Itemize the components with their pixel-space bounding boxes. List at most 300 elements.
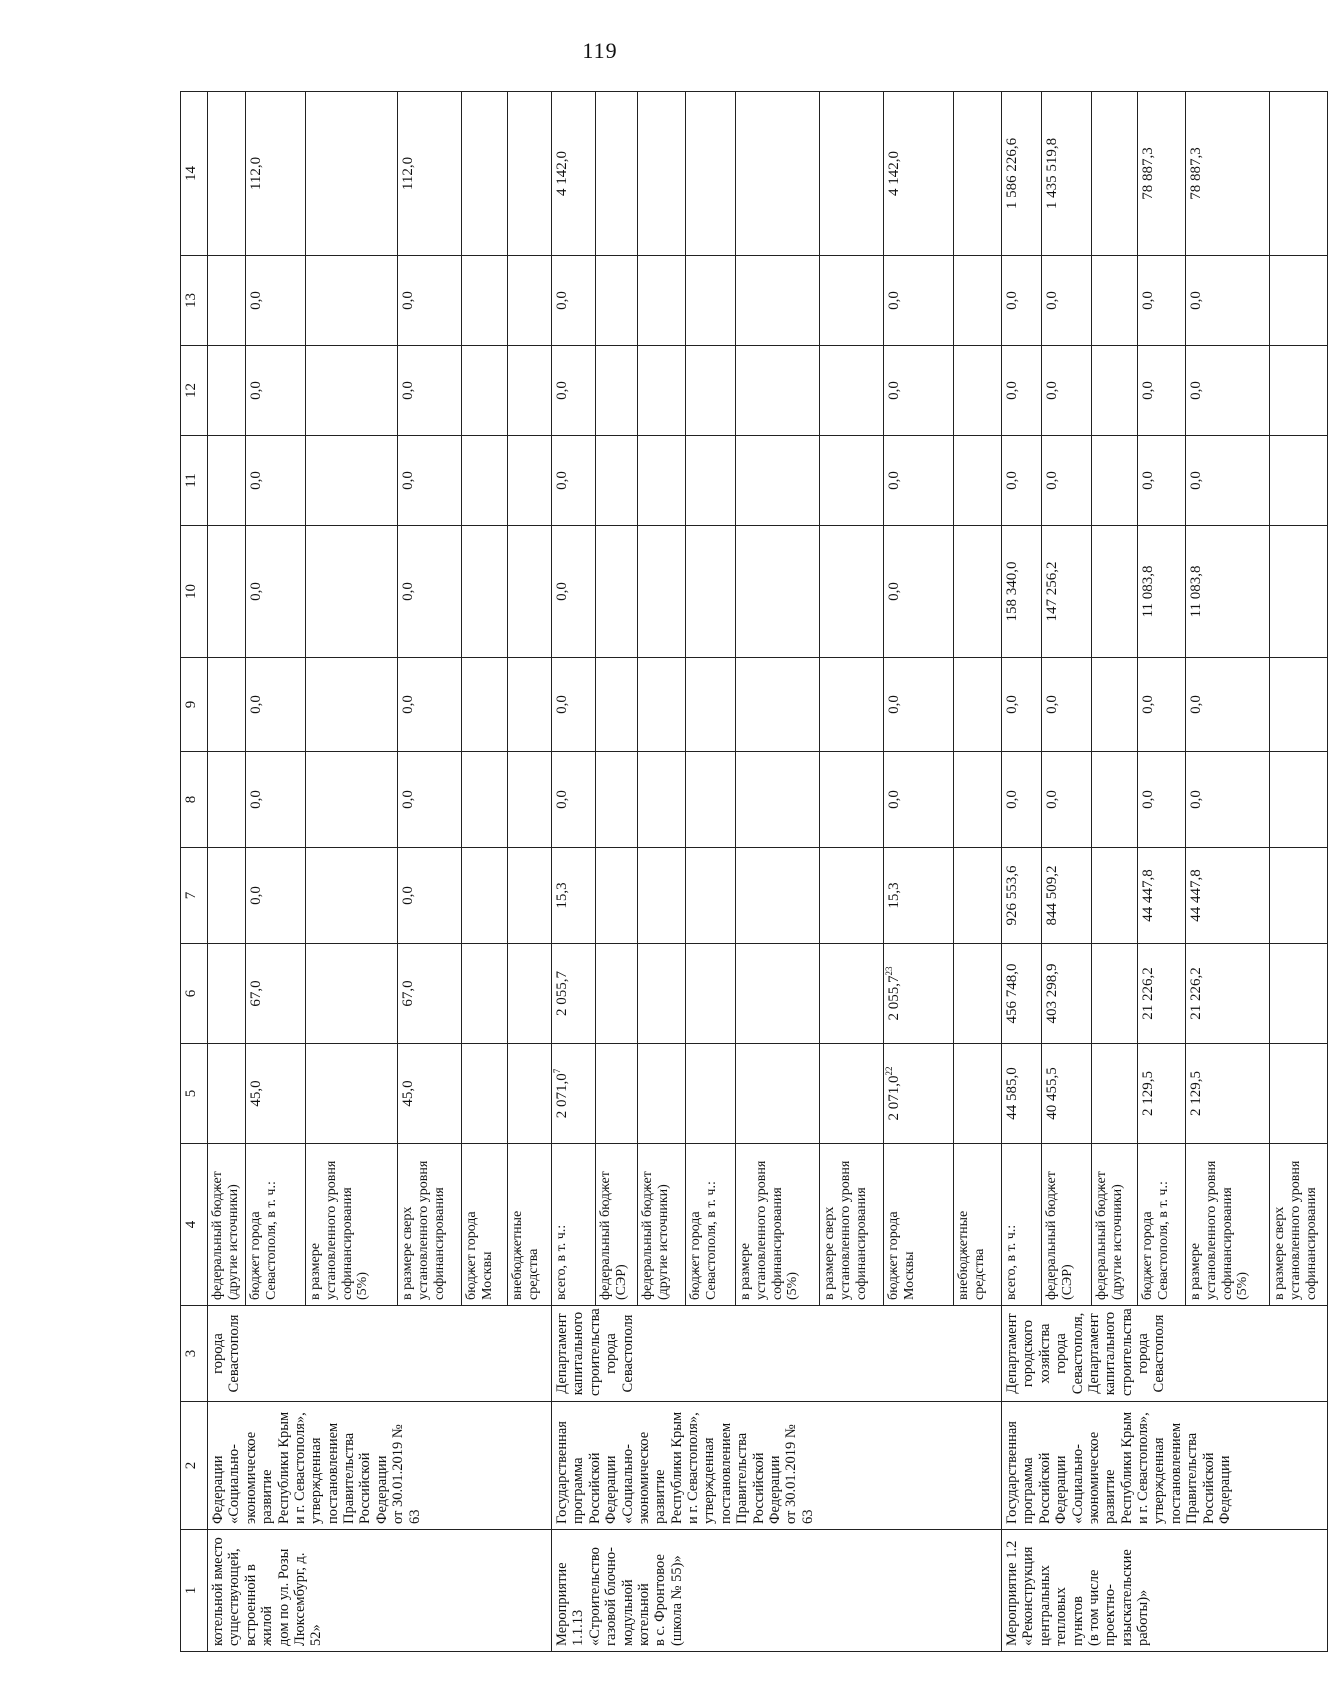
value-cell-col-9 [306,658,398,752]
value: 44 447,8 [1140,869,1156,922]
value-cell-col-12 [208,346,246,436]
value-cell-col-5 [1186,1044,1270,1144]
value-cell-col-8 [462,752,508,848]
value: 2 055,7 [554,971,570,1016]
value-cell-col-12 [820,346,884,436]
value-cell-col-5 [552,1044,596,1144]
value-cell-col-11 [596,436,638,526]
value-cell-col-10 [954,526,1002,658]
value-cell-col-10 [1002,526,1042,658]
measure-name-cell [208,1530,552,1652]
value-cell-col-8 [820,752,884,848]
value-cell-col-7 [552,848,596,944]
value-cell-col-13 [398,256,462,346]
funding-source-cell [398,1144,462,1306]
table-row [208,92,246,1652]
page-number: 119 [582,38,618,63]
value: 0,0 [248,291,264,310]
funding-source-cell [1186,1144,1270,1306]
value-cell-col-12 [462,346,508,436]
value-cell-col-7 [462,848,508,944]
value-cell-col-11 [686,436,736,526]
value: 0,0 [400,695,416,714]
value-cell-col-14 [954,92,1002,256]
value-cell-col-8 [208,752,246,848]
funding-source: всего, в т. ч.: [1004,1224,1019,1300]
value-cell-col-7 [398,848,462,944]
value-cell-col-9 [398,658,462,752]
value-cell-col-8 [1138,752,1186,848]
value-cell-col-10 [596,526,638,658]
column-header-4: 4 [181,1144,208,1306]
funding-source-cell [954,1144,1002,1306]
funding-source-cell [1138,1144,1186,1306]
value: 2 129,5 [1140,1071,1156,1116]
value-cell-col-14 [638,92,686,256]
value: 11 083,8 [1140,565,1156,618]
value-cell-col-7 [954,848,1002,944]
column-header-9: 9 [181,658,208,752]
value-cell-col-12 [1092,346,1138,436]
value-cell-col-10 [1186,526,1270,658]
value-cell-col-14 [208,92,246,256]
value: 2 071,0 [886,1075,902,1121]
value: 0,0 [1004,695,1020,714]
value-cell-col-13 [596,256,638,346]
column-header-5: 5 [181,1044,208,1144]
funding-source: в размере сверх установленного уровня софинансирования [1272,1160,1319,1300]
value: 0,0 [1004,790,1020,809]
value-cell-col-8 [638,752,686,848]
value: 0,0 [400,582,416,601]
value: 2 129,5 [1188,1071,1204,1116]
value-cell-col-13 [306,256,398,346]
program-cell [552,1402,1002,1530]
footnote-mark: 22 [884,1066,894,1076]
funding-source-cell [508,1144,552,1306]
value-cell-col-7 [1002,848,1042,944]
value-cell-col-7 [508,848,552,944]
value-cell-col-6 [596,944,638,1044]
value-cell-col-10 [208,526,246,658]
value-cell-col-14 [398,92,462,256]
column-header-3: 3 [181,1306,208,1402]
value-cell-col-13 [1042,256,1092,346]
value-cell-col-7 [686,848,736,944]
value-cell-col-9 [736,658,820,752]
value-cell-col-12 [638,346,686,436]
funding-source-cell [208,1144,246,1306]
value: 1 435 519,8 [1044,137,1060,210]
value-cell-col-12 [736,346,820,436]
value: 147 256,2 [1044,561,1060,622]
value: 0,0 [554,790,570,809]
value: 0,0 [1140,471,1156,490]
funding-source: бюджет города Москвы [886,1211,917,1300]
value: 0,0 [886,381,902,400]
column-header-2: 2 [181,1402,208,1530]
value-cell-col-9 [1138,658,1186,752]
value-cell-col-12 [1138,346,1186,436]
value-cell-col-7 [1186,848,1270,944]
value-cell-col-10 [552,526,596,658]
column-header-10: 10 [181,526,208,658]
value-cell-col-12 [1042,346,1092,436]
value: 0,0 [400,886,416,905]
value-cell-col-7 [1138,848,1186,944]
value-cell-col-13 [954,256,1002,346]
funding-source-cell [736,1144,820,1306]
value-cell-col-6 [736,944,820,1044]
value-cell-col-12 [884,346,954,436]
value: 0,0 [886,291,902,310]
value: 44 585,0 [1004,1067,1020,1120]
value: 0,0 [400,790,416,809]
column-header-1: 1 [181,1530,208,1652]
value-cell-col-10 [1092,526,1138,658]
program-name: Государственная программа Российской Федерации «Социально- экономическое развитие Республики Крым и г. Севастополя», утвержденная постановлением Правительства Российской Федерации от 30.01.2019 № 63 [554,1411,816,1524]
budget-table [180,91,1328,1652]
funding-source-cell [1042,1144,1092,1306]
value: 0,0 [886,471,902,490]
value-cell-col-6 [1042,944,1092,1044]
value-cell-col-8 [736,752,820,848]
value: 0,0 [1044,695,1060,714]
value-cell-col-10 [736,526,820,658]
value-cell-col-14 [1042,92,1092,256]
value: 11 083,8 [1188,565,1204,618]
value-cell-col-12 [1270,346,1328,436]
value-cell-col-11 [462,436,508,526]
value-cell-col-5 [638,1044,686,1144]
value: 4 142,0 [886,151,902,196]
value-cell-col-5 [246,1044,306,1144]
value-cell-col-14 [884,92,954,256]
executor-name: Департамент городского хозяйства города Севастополя, Департамент капитального строительства города Севастополя [1004,1308,1168,1396]
value: 926 553,6 [1004,865,1020,926]
value-cell-col-6 [884,944,954,1044]
value: 0,0 [248,471,264,490]
value-cell-col-8 [686,752,736,848]
value: 0,0 [1140,790,1156,809]
value-cell-col-11 [1270,436,1328,526]
value: 40 455,5 [1044,1067,1060,1120]
value-cell-col-10 [398,526,462,658]
value: 0,0 [1188,471,1204,490]
value-cell-col-11 [820,436,884,526]
value: 0,0 [248,582,264,601]
value-cell-col-11 [1186,436,1270,526]
value-cell-col-13 [208,256,246,346]
value-cell-col-10 [1270,526,1328,658]
value: 45,0 [400,1080,416,1107]
value: 15,3 [886,882,902,909]
value-cell-col-7 [638,848,686,944]
value-cell-col-5 [462,1044,508,1144]
value: 0,0 [400,471,416,490]
funding-source-cell [1002,1144,1042,1306]
value: 0,0 [248,695,264,714]
value-cell-col-13 [246,256,306,346]
value-cell-col-6 [1270,944,1328,1044]
value-cell-col-12 [686,346,736,436]
value-cell-col-5 [1138,1044,1186,1144]
value: 0,0 [400,381,416,400]
value-cell-col-5 [1042,1044,1092,1144]
value-cell-col-13 [638,256,686,346]
value: 0,0 [1044,790,1060,809]
value-cell-col-9 [686,658,736,752]
funding-source-cell [1270,1144,1328,1306]
table-row [1002,92,1042,1652]
value: 4 142,0 [554,151,570,196]
value-cell-col-11 [508,436,552,526]
value-cell-col-14 [1138,92,1186,256]
value: 21 226,2 [1140,967,1156,1020]
value-cell-col-13 [1138,256,1186,346]
funding-source: в размере сверх установленного уровня софинансирования [822,1160,869,1300]
funding-source-cell [306,1144,398,1306]
funding-source: федеральный бюджет (другие источники) [640,1171,671,1300]
value: 0,0 [1188,381,1204,400]
value-cell-col-14 [462,92,508,256]
value-cell-col-5 [820,1044,884,1144]
value: 44 447,8 [1188,869,1204,922]
value-cell-col-6 [820,944,884,1044]
value-cell-col-5 [736,1044,820,1144]
value: 21 226,2 [1188,967,1204,1020]
measure-name-cell [1002,1530,1328,1652]
footnote-mark: 7 [552,1068,562,1074]
value: 112,0 [248,156,264,191]
value-cell-col-7 [1042,848,1092,944]
value-cell-col-12 [552,346,596,436]
value-cell-col-8 [1092,752,1138,848]
value-cell-col-14 [820,92,884,256]
value-cell-col-12 [1186,346,1270,436]
value-cell-col-12 [306,346,398,436]
value-cell-col-9 [1002,658,1042,752]
value-cell-col-11 [306,436,398,526]
value-cell-col-5 [208,1044,246,1144]
value-cell-col-13 [462,256,508,346]
value-cell-col-7 [1270,848,1328,944]
funding-source: бюджет города Севастополя, в т. ч.: [688,1181,719,1300]
value-cell-col-9 [638,658,686,752]
funding-source: внебюджетные средства [510,1210,541,1300]
value-cell-col-8 [1186,752,1270,848]
value: 2 071,0 [554,1073,570,1119]
value-cell-col-14 [1002,92,1042,256]
value-cell-col-7 [596,848,638,944]
value-cell-col-11 [1042,436,1092,526]
value-cell-col-5 [1092,1044,1138,1144]
funding-source: всего, в т. ч.: [554,1224,569,1300]
funding-source-cell [820,1144,884,1306]
value-cell-col-14 [1092,92,1138,256]
funding-source-cell [596,1144,638,1306]
value-cell-col-13 [686,256,736,346]
value-cell-col-14 [1186,92,1270,256]
funding-source: в размере установленного уровня софинансирования (5%) [308,1160,371,1300]
program-name: Государственная программа Российской Федерации «Социально- экономическое развитие Республики Крым и г. Севастополя», утвержденная постановлением Правительства Российской Федерации [1004,1411,1233,1524]
value-cell-col-8 [1270,752,1328,848]
value-cell-col-10 [246,526,306,658]
funding-source: в размере установленного уровня софинансирования (5%) [1188,1160,1251,1300]
value-cell-col-6 [954,944,1002,1044]
column-header-12: 12 [181,346,208,436]
value-cell-col-5 [398,1044,462,1144]
funding-source: внебюджетные средства [956,1210,987,1300]
value-cell-col-6 [508,944,552,1044]
funding-source: федеральный бюджет (другие источники) [1094,1171,1125,1300]
value-cell-col-5 [1270,1044,1328,1144]
program-cell [1002,1402,1328,1530]
value-cell-col-6 [306,944,398,1044]
value-cell-col-6 [1002,944,1042,1044]
value: 0,0 [554,471,570,490]
value-cell-col-11 [1138,436,1186,526]
value-cell-col-13 [508,256,552,346]
value-cell-col-7 [884,848,954,944]
value-cell-col-8 [1042,752,1092,848]
funding-source-cell [884,1144,954,1306]
value-cell-col-9 [884,658,954,752]
funding-source-cell [1092,1144,1138,1306]
value-cell-col-11 [638,436,686,526]
value: 67,0 [248,980,264,1007]
value-cell-col-12 [246,346,306,436]
value-cell-col-11 [884,436,954,526]
value-cell-col-8 [398,752,462,848]
value-cell-col-9 [462,658,508,752]
value-cell-col-13 [1186,256,1270,346]
value-cell-col-13 [884,256,954,346]
value-cell-col-12 [954,346,1002,436]
measure-name: котельной вместо существующей, встроенной в жилой дом по ул. Розы Люксембург, д. 52» [210,1537,325,1646]
value-cell-col-10 [306,526,398,658]
value: 0,0 [1188,790,1204,809]
value: 0,0 [1188,291,1204,310]
funding-source: федеральный бюджет (СЭР) [1044,1171,1075,1300]
value-cell-col-5 [954,1044,1002,1144]
value-cell-col-12 [596,346,638,436]
value-cell-col-5 [508,1044,552,1144]
value-cell-col-14 [596,92,638,256]
value: 0,0 [248,790,264,809]
funding-source-cell [552,1144,596,1306]
program-cell [208,1402,552,1530]
value-cell-col-8 [246,752,306,848]
value-cell-col-13 [736,256,820,346]
value: 0,0 [554,381,570,400]
value-cell-col-8 [306,752,398,848]
value: 403 298,9 [1044,963,1060,1024]
value-cell-col-6 [1092,944,1138,1044]
funding-source: федеральный бюджет (СЭР) [598,1171,629,1300]
value: 1 586 226,6 [1004,137,1020,210]
funding-source: бюджет города Москвы [464,1211,495,1300]
value-cell-col-9 [1270,658,1328,752]
table-row [552,92,596,1652]
column-header-11: 11 [181,436,208,526]
value-cell-col-7 [820,848,884,944]
value: 0,0 [1044,471,1060,490]
value-cell-col-14 [306,92,398,256]
value-cell-col-6 [686,944,736,1044]
value: 0,0 [1140,381,1156,400]
value: 0,0 [1004,291,1020,310]
value-cell-col-8 [552,752,596,848]
value: 0,0 [1004,381,1020,400]
value-cell-col-14 [736,92,820,256]
funding-source: в размере установленного уровня софинансирования (5%) [738,1160,801,1300]
value-cell-col-8 [508,752,552,848]
value-cell-col-9 [596,658,638,752]
value-cell-col-7 [246,848,306,944]
value-cell-col-8 [884,752,954,848]
value-cell-col-8 [596,752,638,848]
value: 0,0 [1188,695,1204,714]
value-cell-col-14 [552,92,596,256]
value-cell-col-8 [1002,752,1042,848]
program-name: Федерации «Социально- экономическое развитие Республики Крым и г. Севастополя», утвержденная постановлением Правительства Российской Федерации от 30.01.2019 № 63 [210,1411,423,1524]
value: 0,0 [1004,471,1020,490]
value-cell-col-7 [1092,848,1138,944]
value-cell-col-5 [596,1044,638,1144]
value-cell-col-9 [246,658,306,752]
column-header-14: 14 [181,92,208,256]
value-cell-col-14 [246,92,306,256]
value: 0,0 [248,381,264,400]
value: 0,0 [1044,291,1060,310]
funding-source-cell [638,1144,686,1306]
value-cell-col-9 [1186,658,1270,752]
value-cell-col-13 [820,256,884,346]
value-cell-col-9 [508,658,552,752]
executor-cell [1002,1306,1328,1402]
value-cell-col-5 [884,1044,954,1144]
value-cell-col-10 [1138,526,1186,658]
measure-name-cell [552,1530,1002,1652]
value-cell-col-11 [246,436,306,526]
value-cell-col-13 [552,256,596,346]
value-cell-col-6 [638,944,686,1044]
value-cell-col-7 [306,848,398,944]
value-cell-col-6 [462,944,508,1044]
value: 78 887,3 [1188,147,1204,200]
value-cell-col-5 [306,1044,398,1144]
column-header-6: 6 [181,944,208,1044]
value-cell-col-11 [398,436,462,526]
value: 0,0 [554,582,570,601]
value-cell-col-9 [820,658,884,752]
value-cell-col-6 [1138,944,1186,1044]
executor-cell [208,1306,552,1402]
funding-source-cell [686,1144,736,1306]
value-cell-col-10 [638,526,686,658]
value: 0,0 [1140,291,1156,310]
value-cell-col-13 [1092,256,1138,346]
executor-name: Департамент капитального строительства города Севастополя [554,1308,636,1396]
value-cell-col-6 [398,944,462,1044]
value: 78 887,3 [1140,147,1156,200]
value: 112,0 [400,156,416,191]
value: 15,3 [554,882,570,909]
value-cell-col-13 [1270,256,1328,346]
value-cell-col-9 [1092,658,1138,752]
funding-source-cell [246,1144,306,1306]
